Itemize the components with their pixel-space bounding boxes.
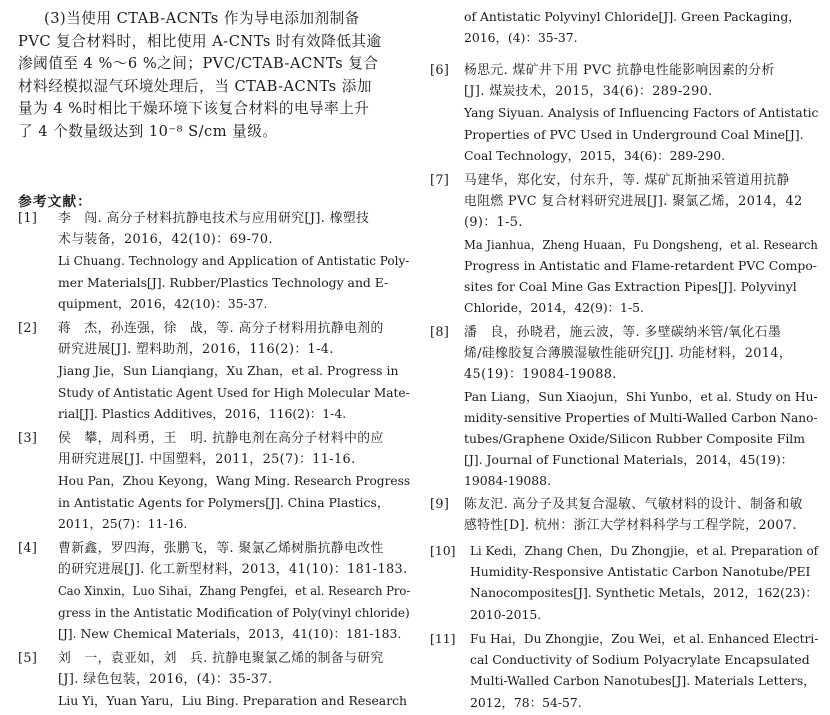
paragraph-line: 材料经模拟湿气环境处理后，当 CTAB-ACNTs 添加 [18, 77, 372, 95]
reference-line: [J]. New Chemical Materials，2013，41(10)：181-183. [58, 625, 402, 641]
paragraph-line: 量为 4 %时相比干燥环境下该复合材料的电导率上升 [18, 100, 370, 118]
reference-line: Chloride，2014，42(9)：1-5. [464, 300, 644, 316]
reference-line: 19084-19088. [464, 473, 551, 489]
reference-line: Yang Siyuan. Analysis of Influencing Factors of Antistatic [464, 105, 819, 121]
reference-line: Jiang Jie，Sun Lianqiang，Xu Zhan，et al. Progress in [58, 363, 399, 379]
reference-line: quipment，2016，42(10)：35-37. [58, 295, 268, 311]
reference-line: 陈友汜. 高分子及其复合湿敏、气敏材料的设计、制备和敏 [464, 497, 803, 512]
reference-line: Li Chuang. Technology and Application of Antistatic Poly- [58, 253, 410, 269]
reference-line: gress in the Antistatic Modification of Poly(vinyl chloride) [58, 604, 410, 620]
reference-line: 45(19)：19084-19088. [464, 367, 617, 383]
reference-line: [J]. Journal of Functional Materials，2014，45(19)： [464, 452, 794, 468]
reference-line: Fu Hai，Du Zhongjie，Zou Wei，et al. Enhanced Electri- [470, 631, 819, 646]
reference-line: Hou Pan，Zhou Keyong，Wang Ming. Research Progress [58, 473, 411, 489]
reference-body [58, 318, 410, 424]
reference-line: sites for Coal Mine Gas Extraction Pipes[J]. Polyvinyl [464, 278, 797, 294]
reference-line: Progress in Antistatic and Flame-retardent PVC Compo- [464, 257, 817, 273]
reference-number: [3] [18, 431, 38, 446]
reference-line: 用研究进展[J]. 中国塑料，2011，25(7)：11-16. [58, 452, 356, 468]
reference-number: [4] [18, 541, 38, 556]
reference-body [470, 540, 818, 625]
reference-line: of Antistatic Polyvinyl Chloride[J]. Green Packaging， [464, 9, 801, 24]
paragraph-line: 渗阈值至 4 %～6 %之间；PVC/CTAB-ACNTs 复合 [18, 55, 379, 73]
reference-line: 2010-2015. [470, 606, 542, 622]
reference-body [464, 60, 818, 166]
reference-line: Li Kedi，Zhang Chen，Du Zhongjie，et al. Preparation of [470, 543, 819, 558]
reference-body [470, 628, 818, 713]
reference-line: 蒋 杰，孙连强，徐 战，等. 高分子材料用抗静电剂的 [58, 321, 384, 336]
reference-line: in Antistatic Agents for Polymers[J]. China Plastics， [58, 494, 390, 510]
reference-number: [2] [18, 321, 38, 336]
reference-line: midity-sensitive Properties of Multi-Walled Carbon Nano- [464, 409, 818, 425]
reference-line: 潘 良，孙晓君，施云波，等. 多壁碳纳米管/氧化石墨 [464, 325, 782, 340]
reference-line: cal Conductivity of Sodium Polyacrylate Encapsulated [470, 652, 810, 668]
reference-body [464, 494, 818, 536]
reference-line: Humidity-Responsive Antistatic Carbon Nanotube/PEI [470, 564, 811, 580]
reference-line: 术与装备，2016，42(10)：69-70. [58, 232, 273, 248]
reference-line: 曹新鑫，罗四海，张鹏飞，等. 聚氯乙烯树脂抗静电改性 [58, 541, 384, 556]
reference-number: [1] [18, 211, 38, 226]
reference-number: [5] [18, 651, 38, 666]
paragraph-line: 了 4 个数量级达到 10⁻⁸ S/cm 量级。 [18, 122, 278, 140]
reference-number: [6] [430, 63, 450, 78]
reference-line: 刘 一，袁亚如，刘 兵. 抗静电聚氯乙烯的制备与研究 [58, 651, 384, 666]
reference-line: Properties of PVC Used in Underground Coal Mine[J]. [464, 126, 804, 142]
reference-line: Cao Xinxin，Luo Sihai，Zhang Pengfei，et al. Research Pro- [58, 583, 411, 599]
reference-line: mer Materials[J]. Rubber/Plastics Technology and E- [58, 274, 389, 290]
reference-body [58, 538, 410, 644]
reference-line: 马建华，郑化安，付东升，等. 煤矿瓦斯抽采管道用抗静 [464, 173, 790, 188]
references-heading: 参考文献： [18, 194, 92, 210]
reference-number: [7] [430, 173, 450, 188]
reference-body [464, 322, 818, 492]
reference-number: [8] [430, 325, 450, 340]
reference-line: rial[J]. Plastics Additives，2016，116(2)：1-4. [58, 405, 347, 421]
reference-line: 2012，78：54-57. [470, 694, 582, 710]
reference-number: [9] [430, 497, 450, 512]
reference-line: tubes/Graphene Oxide/Silicon Rubber Composite Film [464, 430, 805, 446]
reference-line: 2016，(4)：35-37. [464, 30, 578, 46]
reference-line: Nanocomposites[J]. Synthetic Metals，2012，162(23)： [470, 585, 818, 601]
reference-line: 烯/硅橡胶复合薄膜湿敏性能研究[J]. 功能材料，2014， [464, 346, 793, 362]
reference-body [58, 648, 410, 712]
reference-line: Coal Technology，2015，34(6)：289-290. [464, 147, 726, 163]
paragraph-line: PVC 复合材料时，相比使用 A-CNTs 时有效降低其逾 [18, 32, 382, 50]
reference-line: Ma Jianhua，Zheng Huaan，Fu Dongsheng，et al. Research [464, 236, 818, 252]
reference-body [464, 170, 818, 318]
reference-number: [11] [430, 631, 456, 646]
reference-line: Multi-Walled Carbon Nanotubes[J]. Materials Letters， [470, 673, 816, 689]
conclusion-paragraph [18, 8, 410, 144]
reference-body [464, 6, 818, 48]
reference-line: [J]. 绿色包装，2016，(4)：35-37. [58, 672, 273, 688]
reference-line: 电阻燃 PVC 复合材料研究进展[J]. 聚氯乙烯，2014，42 [464, 194, 803, 210]
reference-line: 研究进展[J]. 塑料助剂，2016，116(2)：1-4. [58, 342, 334, 358]
reference-line: 的研究进展[J]. 化工新型材料，2013，41(10)：181-183. [58, 562, 408, 578]
reference-body [58, 208, 410, 314]
reference-line: (9)：1-5. [464, 215, 523, 231]
reference-line: Pan Liang，Sun Xiaojun，Shi Yunbo，et al. Study on Hu- [464, 388, 818, 404]
reference-line: Liu Yi，Yuan Yaru，Liu Bing. Preparation and Research [58, 693, 408, 709]
reference-line: 李 闯. 高分子材料抗静电技术与应用研究[J]. 橡塑技 [58, 211, 370, 226]
reference-line: [J]. 煤炭技术，2015，34(6)：289-290. [464, 84, 713, 100]
reference-number: [10] [430, 543, 456, 558]
reference-line: 侯 攀，周科勇，王 明. 抗静电剂在高分子材料中的应 [58, 431, 384, 446]
reference-line: 感特性[D]. 杭州：浙江大学材料科学与工程学院，2007. [464, 518, 797, 534]
reference-body [58, 428, 410, 534]
reference-line: 杨思元. 煤矿井下用 PVC 抗静电性能影响因素的分析 [464, 63, 775, 78]
paragraph-line: (3)当使用 CTAB-ACNTs 作为导电添加剂制备 [44, 10, 360, 27]
reference-line: Study of Antistatic Agent Used for High Molecular Mate- [58, 384, 410, 400]
reference-line: 2011，25(7)：11-16. [58, 515, 188, 531]
